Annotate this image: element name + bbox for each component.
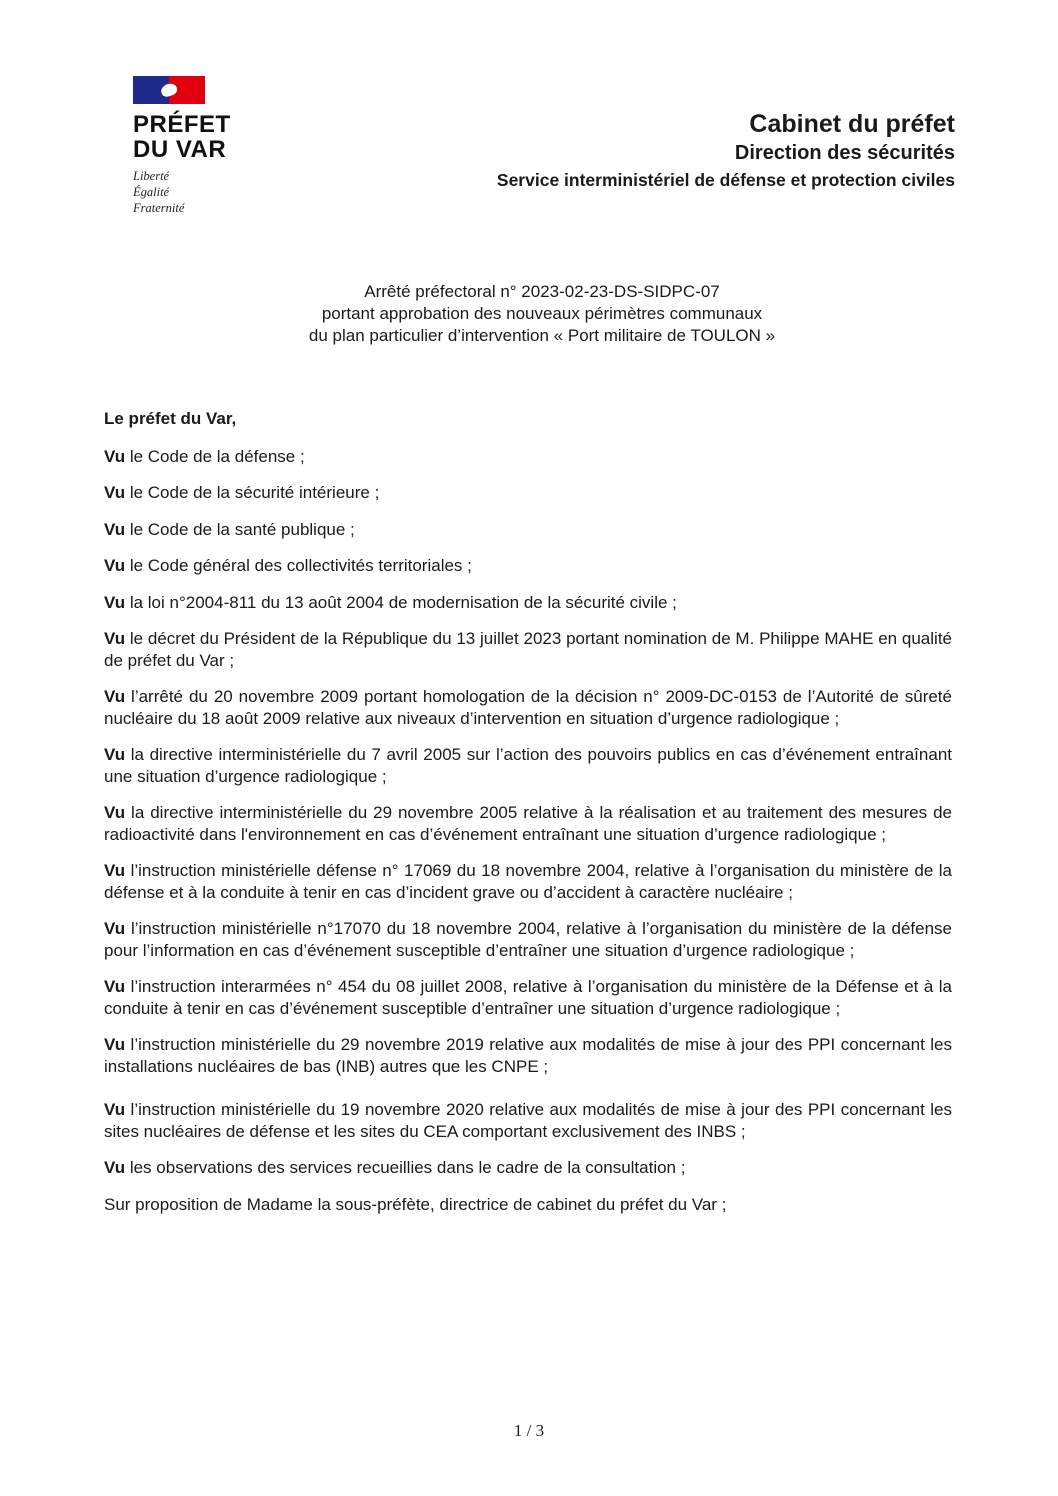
title-line1: Arrêté préfectoral n° 2023-02-23-DS-SIDPC-07	[364, 282, 720, 301]
republic-motto	[133, 168, 263, 216]
header-service: Service interministériel de défense et protection civiles	[496, 170, 955, 190]
vu-label: Vu	[104, 629, 126, 648]
vu-item	[104, 1157, 952, 1179]
vu-label: Vu	[104, 1035, 126, 1054]
vu-label: Vu	[104, 919, 126, 938]
vu-text: le décret du Président de la République du 13 juillet 2023 portant nomination de M. Philippe MAHE en qualité de préfet du Var ;	[104, 629, 952, 670]
vu-text: la directive interministérielle du 7 avril 2005 sur l’action des pouvoirs publics en cas d’événement entraînant une situation d’urgence radiologique ;	[104, 745, 952, 786]
vu-text: les observations des services recueillies dans le cadre de la consultation ;	[129, 1158, 686, 1177]
issuer-header	[497, 108, 955, 194]
vu-label: Vu	[104, 861, 126, 880]
vu-text: le Code de la santé publique ;	[129, 519, 355, 539]
vu-text: l’instruction ministérielle défense n° 17069 du 18 novembre 2004, relative à l’organisation du ministère de la défense et à la conduite à tenir en cas d’incident grave ou d’accident à caractère nucléaire ;	[104, 861, 952, 902]
vu-text: la directive interministérielle du 29 novembre 2005 relative à la réalisation et au traitement des mesures de radioactivité dans l'environnement en cas d’événement entraînant une situation d’urgence radiologique ;	[104, 803, 952, 844]
vu-label: Vu	[104, 803, 126, 822]
vu-item	[104, 1099, 952, 1142]
vu-item	[104, 519, 952, 541]
title-line2: portant approbation des nouveaux périmètres communaux	[321, 304, 763, 323]
prefet-name-line1: PRÉFET	[133, 111, 231, 138]
vu-label: Vu	[104, 745, 126, 764]
marianne-flag-icon	[133, 76, 205, 104]
vu-item	[104, 744, 952, 787]
vu-label: Vu	[104, 446, 126, 466]
vu-item	[104, 592, 952, 614]
vu-item	[104, 1034, 952, 1077]
vu-text: le Code de la défense ;	[129, 446, 305, 466]
vu-item	[104, 686, 952, 729]
vu-label: Vu	[104, 1158, 126, 1177]
vu-label: Vu	[104, 1100, 126, 1119]
vu-item	[104, 802, 952, 845]
motto-liberte: Liberté	[133, 169, 170, 183]
vu-label: Vu	[104, 687, 126, 706]
vu-label: Vu	[104, 556, 126, 575]
vu-text: le Code de la sécurité intérieure ;	[129, 483, 380, 502]
vu-text: l’instruction ministérielle n°17070 du 18 novembre 2004, relative à l’organisation du ministère de la défense pour l’information en cas d’événement susceptible d’entraîner une situation d’urgence radiologique ;	[104, 919, 952, 960]
vu-text: l’instruction ministérielle du 19 novembre 2020 relative aux modalités de mise à jour des PPI concernant les sites nucléaires de défense et les sites du CEA comportant exclusivement des INBS ;	[104, 1100, 952, 1141]
prefet-name-line2: DU VAR	[133, 136, 227, 163]
vu-text: le Code général des collectivités territoriales ;	[129, 556, 472, 575]
motto-egalite: Égalité	[133, 185, 170, 199]
vu-item	[104, 555, 952, 577]
vu-text: l’instruction interarmées n° 454 du 08 juillet 2008, relative à l’organisation du ministère de la Défense et à la conduite à tenir en cas d’événement susceptible d’entraîner une situation d’urgence radiologique ;	[104, 977, 952, 1018]
vu-item	[104, 482, 952, 504]
vu-item	[104, 860, 952, 903]
vu-item	[104, 976, 952, 1019]
title-line3: du plan particulier d’intervention « Port militaire de TOULON »	[308, 326, 776, 345]
header-cabinet: Cabinet du préfet	[749, 110, 955, 138]
proposal-line: Sur proposition de Madame la sous-préfète, directrice de cabinet du préfet du Var ;	[104, 1194, 727, 1214]
vu-item	[104, 628, 952, 671]
prefet-logo	[133, 76, 263, 216]
decree-lead: Le préfet du Var,	[104, 409, 237, 428]
vu-item	[104, 918, 952, 961]
vu-label: Vu	[104, 519, 126, 539]
decree-body	[104, 408, 952, 1230]
vu-label: Vu	[104, 483, 126, 502]
vu-text: l’arrêté du 20 novembre 2009 portant homologation de la décision n° 2009-DC-0153 de l’Autorité de sûreté nucléaire du 18 août 2009 relative aux niveaux d’intervention en situation d’urgence radiologique ;	[104, 687, 952, 728]
vu-text: la loi n°2004-811 du 13 août 2004 de modernisation de la sécurité civile ;	[129, 592, 677, 612]
prefet-name	[133, 112, 263, 162]
vu-text: l’instruction ministérielle du 29 novembre 2019 relative aux modalités de mise à jour des PPI concernant les installations nucléaires de bas (INB) autres que les CNPE ;	[104, 1035, 952, 1076]
decree-title	[0, 281, 1058, 347]
motto-fraternite: Fraternité	[133, 201, 185, 215]
page-number: 1 / 3	[513, 1421, 545, 1440]
vu-label: Vu	[104, 977, 126, 996]
header-direction: Direction des sécurités	[734, 142, 955, 164]
vu-item	[104, 446, 952, 468]
vu-label: Vu	[104, 592, 126, 612]
